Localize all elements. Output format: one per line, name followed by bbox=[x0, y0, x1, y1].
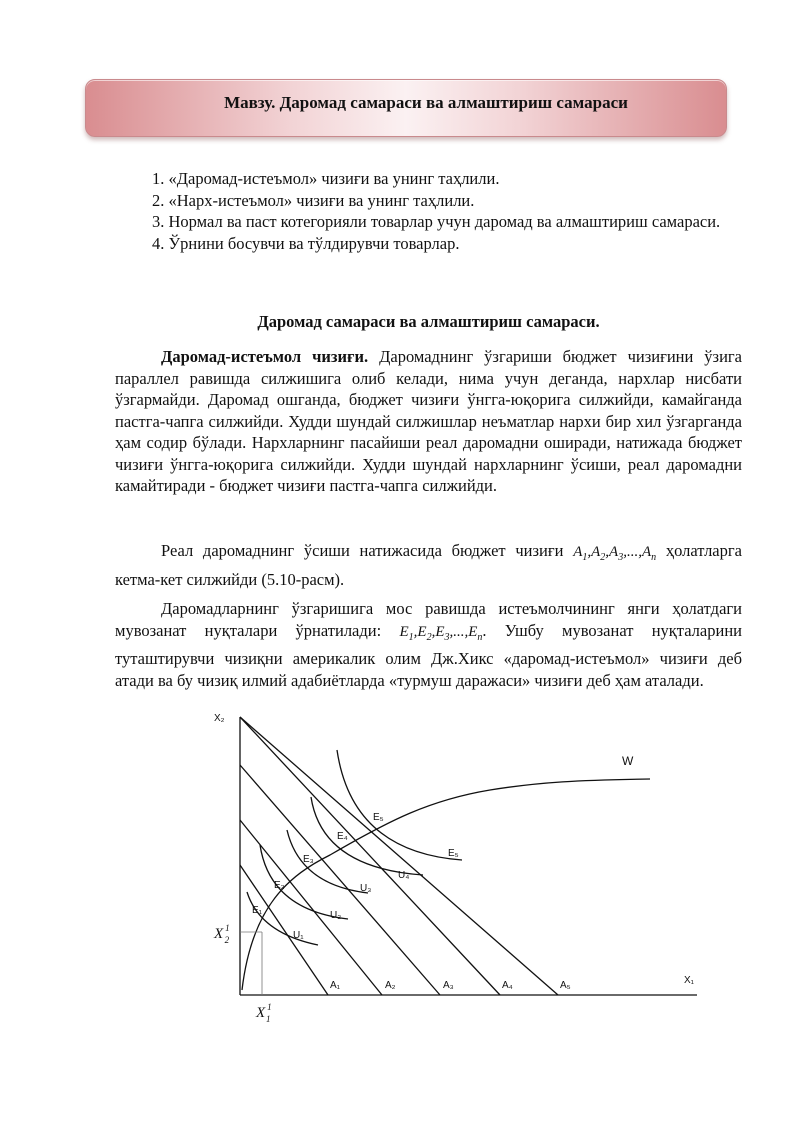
indiff-curve-5 bbox=[337, 750, 462, 860]
indiff-curve-3 bbox=[287, 830, 368, 893]
x1-axis-label: X₁ bbox=[684, 975, 695, 986]
budget-label-1: A₁ bbox=[330, 980, 341, 991]
x2-axis-label: X₂ bbox=[214, 713, 225, 724]
budget-label-4: A₄ bbox=[502, 980, 513, 991]
outline-item-2: 2. «Нарх-истеъмол» чизиғи ва унинг таҳлили. bbox=[152, 190, 475, 210]
paragraph-text: Даромаднинг ўзгариши бюджет чизиғини ўзига параллел равишда силжишига олиб келади, нима учун деганда, нархлар нисбати ўзгармайди. Даромад ошганда, бюджет чизиғи ўнгга-юқорига силжийди, камайганда пастга-чапга силжийди. Худди шундай силжишлар неъматлар нархи бир хил ўзгарганда ҳам содир бўлади. Нархларнинг пасайиши реал даромадни оширади, натижада бюджет чизиғи ўнгга-юқорига силжийди. Худди шундай нархларнинг ўсиши, реал даромадни камайтиради - бюджет чизиғи пастга-чапга силжийди. bbox=[115, 347, 742, 495]
paragraph-equilibrium bbox=[115, 598, 742, 691]
indiff-label-3: U₃ bbox=[360, 883, 372, 894]
indiff-label-5: E₅ bbox=[448, 848, 459, 859]
indiff-label-4: U₄ bbox=[398, 870, 410, 881]
topic-outline bbox=[115, 168, 742, 254]
topic-banner bbox=[85, 79, 727, 137]
budget-line-sequence: $A_1,A_2,A_3,...,A_n$ bbox=[573, 544, 657, 563]
x2-point-label: X $^1$ 2 bbox=[214, 923, 230, 945]
equilibrium-label-2: E₂ bbox=[274, 880, 285, 891]
equilibrium-label-3: E₃ bbox=[303, 854, 314, 865]
equilibrium-sequence: $E_1,E_2,E_3,...,E_n$ bbox=[399, 623, 483, 643]
budget-line-3 bbox=[240, 765, 440, 995]
curve-w-label: W bbox=[622, 754, 634, 768]
equilibrium-label-1: E₁ bbox=[252, 905, 263, 916]
budget-label-5: A₅ bbox=[560, 980, 571, 991]
section-title: Даромад самараси ва алмаштириш самараси. bbox=[257, 312, 600, 331]
x1-point-label: X $^1$ 1 bbox=[256, 1002, 272, 1024]
indiff-label-2: U₂ bbox=[330, 910, 342, 921]
budget-line-4 bbox=[240, 717, 500, 995]
outline-item-4: 4. Ўрнини босувчи ва тўлдирувчи товарлар. bbox=[152, 233, 460, 253]
equilibrium-label-4: E₄ bbox=[337, 831, 348, 842]
paragraph-lead: Даромад-истеъмол чизиғи. bbox=[161, 347, 369, 366]
paragraph-text-b: ҳолатларга кетма-кет силжийди (5.10-расм). bbox=[115, 541, 742, 589]
indiff-curve-4 bbox=[311, 797, 423, 875]
outline-item-1: 1. «Даромад-истеъмол» чизиғи ва унинг таҳлили. bbox=[152, 169, 500, 188]
paragraph-real-income bbox=[115, 540, 742, 590]
budget-line-5 bbox=[240, 717, 558, 995]
indiff-curve-1 bbox=[247, 892, 318, 945]
paragraph-text-b: . Ушбу мувозанат нуқталарини туташтирувчи чизиқни америкалик олим Дж.Хикс «даромад-истеъмол» чизиғи деб атади ва бу чизиқ илмий адабиётларда «турмуш даражаси» чизиғи деб ҳам аталади. bbox=[115, 620, 742, 690]
paragraph-income-consumption bbox=[115, 346, 742, 497]
budget-label-3: A₃ bbox=[443, 980, 454, 991]
budget-label-2: A₂ bbox=[385, 980, 396, 991]
equilibrium-label-5: E₅ bbox=[373, 812, 384, 823]
topic-title: Мавзу. Даромад самараси ва алмаштириш самараси bbox=[224, 93, 628, 112]
paragraph-text-a: Даромадларнинг ўзгаришига мос равишда истеъмолчининг янги ҳолатдаги мувозанат нуқталари ўрнатилади: bbox=[115, 599, 742, 640]
paragraph-text-a: Реал даромаднинг ўсиши натижасида бюджет чизиғи bbox=[161, 541, 574, 560]
indiff-label-1: U₁ bbox=[293, 930, 304, 941]
outline-item-3: 3. Нормал ва паст котегорияли товарлар учун даромад ва алмаштириш самараси. bbox=[152, 212, 721, 231]
income-consumption-figure bbox=[200, 705, 695, 1030]
